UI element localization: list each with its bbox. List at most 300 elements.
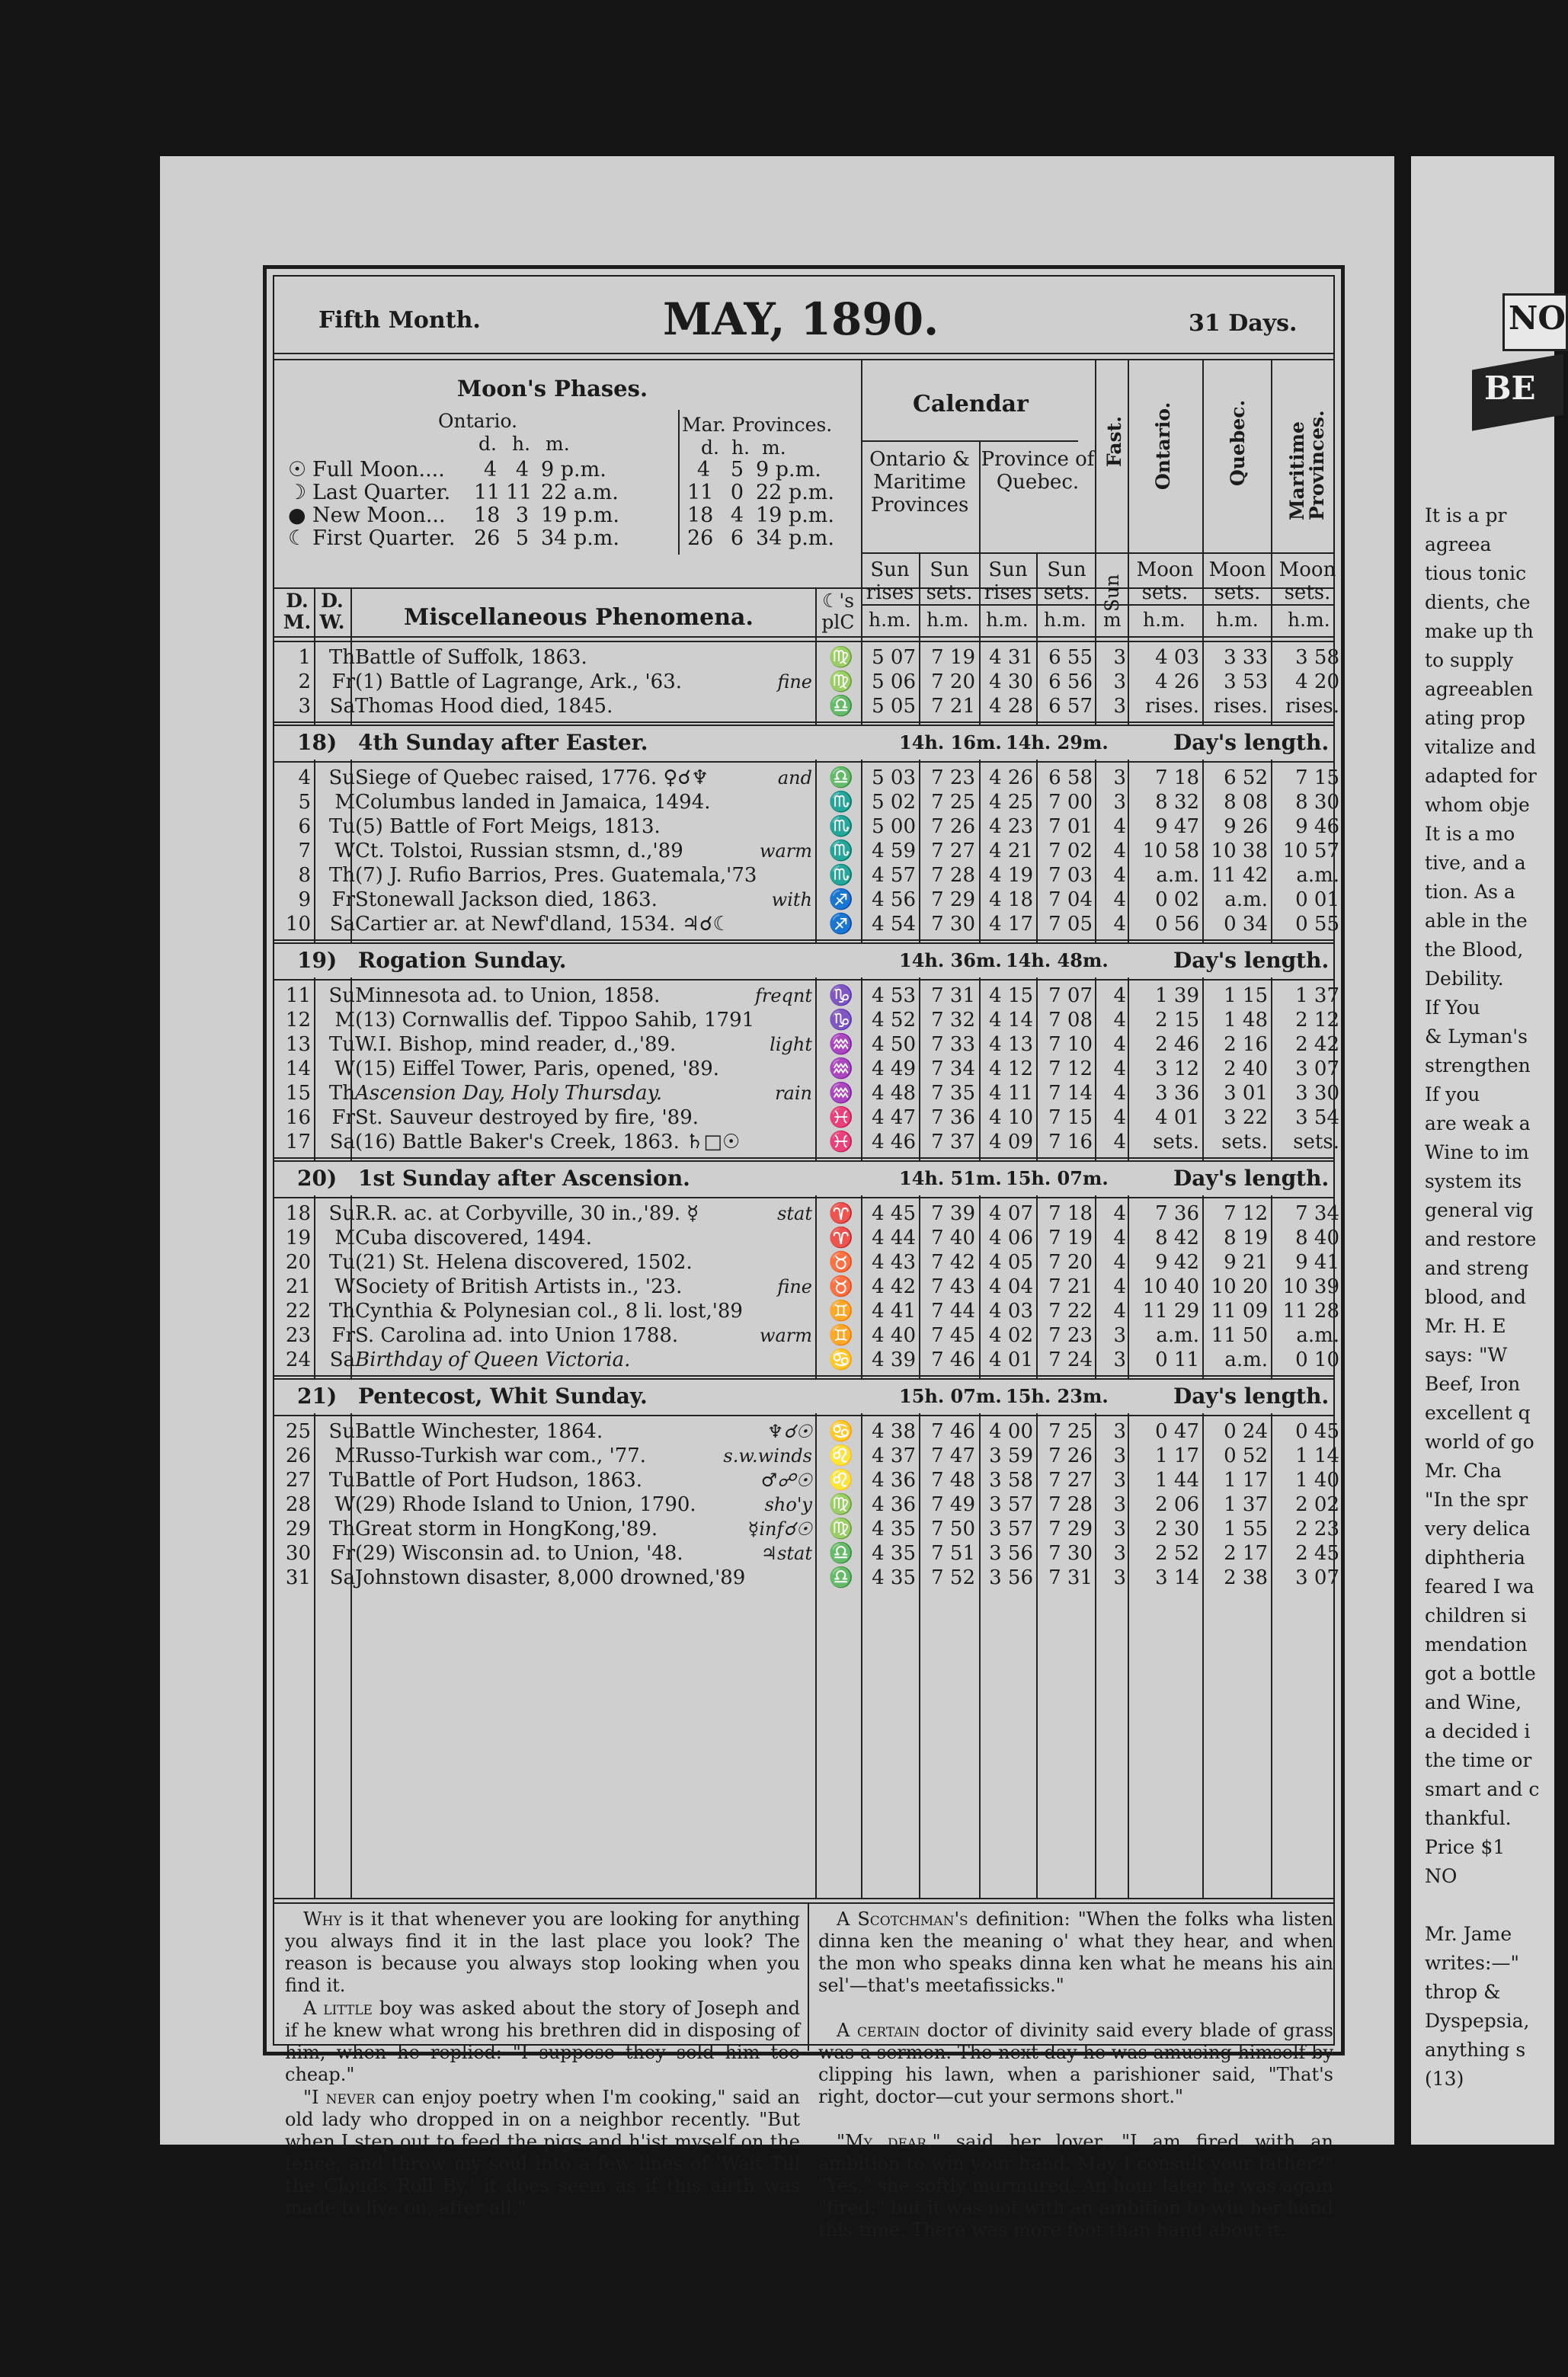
mar-hour: 5 bbox=[730, 458, 744, 481]
cell-ors: 4 36 bbox=[872, 1493, 916, 1516]
cell-qr: 4 07 bbox=[989, 1202, 1033, 1225]
day-of-week: M bbox=[334, 1009, 355, 1032]
col-misc: Miscellaneous Phenomena. bbox=[404, 604, 754, 631]
ontario-hour: 3 bbox=[515, 504, 529, 527]
col-sun-rises-2: Sun rises bbox=[984, 558, 1032, 604]
anecdote-divider bbox=[808, 1902, 809, 2051]
cell-qs: 7 04 bbox=[1048, 888, 1093, 911]
day-of-month: 25 bbox=[285, 1420, 311, 1443]
event-text: W.I. Bishop, mind reader, d.,'89. bbox=[355, 1033, 677, 1056]
right-page-line: the Blood, bbox=[1425, 939, 1524, 961]
sunday-name: 4th Sunday after Easter. bbox=[358, 730, 648, 755]
moon-place: ♏ bbox=[828, 864, 854, 887]
table-bottom-rule bbox=[274, 1898, 1333, 1899]
header-rule-2 bbox=[274, 359, 1333, 360]
mar-hour: 0 bbox=[730, 481, 744, 504]
day-of-month: 22 bbox=[285, 1300, 311, 1323]
cell-on: a.m. bbox=[1156, 864, 1199, 887]
day-of-week: Su bbox=[328, 1202, 355, 1225]
cell-ors: 4 39 bbox=[872, 1348, 916, 1371]
cell-qs: 7 18 bbox=[1048, 1202, 1093, 1225]
right-page-line: able in the bbox=[1425, 910, 1528, 932]
moon-place: ♌ bbox=[828, 1469, 854, 1492]
anecdote-lead: "I never bbox=[303, 2087, 376, 2108]
day-row bbox=[274, 1201, 1339, 1226]
anecdote-lead: A Scotchman's bbox=[837, 1908, 968, 1930]
right-page-line: mendation bbox=[1425, 1633, 1528, 1656]
right-page-line: Mr. Jame bbox=[1425, 1923, 1512, 1945]
day-of-week: Tu bbox=[328, 1469, 355, 1492]
right-page-line: make up th bbox=[1425, 620, 1534, 642]
moon-place: ♍ bbox=[828, 1518, 854, 1540]
cell-on: 11 29 bbox=[1142, 1300, 1199, 1323]
day-of-week: Fr bbox=[331, 888, 355, 911]
moon-place: ♎ bbox=[828, 695, 854, 718]
weather-note: ♂☍☉ bbox=[760, 1470, 812, 1491]
right-page-line: whom obje bbox=[1425, 794, 1530, 816]
weather-note: ♆☌☉ bbox=[766, 1421, 812, 1442]
cell-oss: 7 21 bbox=[931, 695, 975, 718]
cell-on: 4 01 bbox=[1155, 1106, 1199, 1129]
moon-place: ♓ bbox=[828, 1131, 854, 1153]
cell-qr: 4 10 bbox=[989, 1106, 1033, 1129]
hm-label-5: h.m. bbox=[1143, 609, 1186, 631]
cell-on: 3 36 bbox=[1155, 1082, 1199, 1105]
event-text: Cartier ar. at Newf'dland, 1534. ♃☌☾ bbox=[355, 913, 731, 936]
moon-phase-name: Full Moon.... bbox=[312, 458, 445, 481]
cell-qr: 4 12 bbox=[989, 1057, 1033, 1080]
day-of-week: M bbox=[334, 1227, 355, 1249]
anecdote-lead: "My dear," bbox=[837, 2131, 941, 2152]
day-length-ontario: 15h. 07m. bbox=[899, 1385, 1002, 1407]
cell-qr: 4 01 bbox=[989, 1348, 1033, 1371]
cell-f: 4 bbox=[1113, 1275, 1126, 1298]
ontario-day: 26 bbox=[474, 526, 501, 550]
weather-note: with bbox=[771, 889, 812, 910]
moon-place: ♌ bbox=[828, 1444, 854, 1467]
day-of-week: Su bbox=[328, 1420, 355, 1443]
day-of-month: 30 bbox=[285, 1542, 311, 1565]
cell-ors: 4 52 bbox=[872, 1009, 916, 1032]
cell-qr: 4 06 bbox=[989, 1227, 1033, 1249]
moon-phase-icon: ☽ bbox=[288, 481, 307, 504]
cell-on: 1 17 bbox=[1155, 1444, 1199, 1467]
cell-qu: 1 37 bbox=[1224, 1493, 1268, 1516]
day-of-week: Th bbox=[328, 646, 355, 669]
cell-ors: 4 53 bbox=[872, 984, 916, 1007]
cell-oss: 7 32 bbox=[931, 1009, 975, 1032]
cell-qs: 7 26 bbox=[1048, 1444, 1093, 1467]
day-of-week: Sa bbox=[329, 695, 355, 718]
day-of-month: 4 bbox=[298, 766, 311, 789]
ontario-hour: 5 bbox=[515, 526, 529, 550]
cell-qr: 4 14 bbox=[989, 1009, 1033, 1032]
cell-mp: rises. bbox=[1285, 695, 1339, 718]
day-row bbox=[274, 1299, 1339, 1323]
day-of-month: 15 bbox=[285, 1082, 311, 1105]
cell-mp: 1 14 bbox=[1295, 1444, 1339, 1467]
cell-ors: 4 38 bbox=[872, 1420, 916, 1443]
mar-day: 11 bbox=[687, 481, 714, 504]
cell-mp: a.m. bbox=[1296, 1324, 1339, 1347]
day-of-month: 12 bbox=[285, 1009, 311, 1032]
right-page-line: If you bbox=[1425, 1083, 1480, 1105]
moon-place: ♋ bbox=[828, 1348, 854, 1371]
cell-qs: 7 30 bbox=[1048, 1542, 1093, 1565]
sunday-heading bbox=[274, 726, 1333, 760]
event-text: Johnstown disaster, 8,000 drowned,'89 bbox=[355, 1566, 746, 1589]
moon-phases-heading: Moon's Phases. bbox=[457, 376, 648, 401]
mar-time: 22 p.m. bbox=[756, 481, 834, 504]
moon-phase-name: First Quarter. bbox=[312, 526, 456, 550]
cell-oss: 7 35 bbox=[931, 1082, 975, 1105]
right-page-line: says: "W bbox=[1425, 1344, 1508, 1366]
day-of-month: 1 bbox=[298, 646, 311, 669]
cell-qs: 7 23 bbox=[1048, 1324, 1093, 1347]
day-of-week: W bbox=[334, 1493, 355, 1516]
day-of-week: W bbox=[334, 1275, 355, 1298]
cell-ors: 4 47 bbox=[872, 1106, 916, 1129]
col-dm: D. M. bbox=[283, 590, 312, 633]
day-of-month: 2 bbox=[298, 670, 311, 693]
cell-ors: 4 35 bbox=[872, 1518, 916, 1540]
moon-place: ♍ bbox=[828, 1493, 854, 1516]
moon-place: ♒ bbox=[828, 1082, 854, 1105]
right-page-line: Mr. Cha bbox=[1425, 1460, 1502, 1482]
anecdote-right bbox=[818, 2131, 1333, 2241]
event-text: (15) Eiffel Tower, Paris, opened, '89. bbox=[355, 1057, 720, 1080]
day-of-month: 13 bbox=[285, 1033, 311, 1056]
mar-time: 34 p.m. bbox=[756, 526, 834, 550]
right-page-line: Price $1 bbox=[1425, 1836, 1506, 1858]
day-row bbox=[274, 1492, 1339, 1517]
section-rule-bottom bbox=[274, 1415, 1333, 1416]
day-row bbox=[274, 766, 1339, 790]
cell-oss: 7 46 bbox=[931, 1420, 975, 1443]
weather-note: and bbox=[777, 767, 812, 789]
day-length-label: Day's length. bbox=[1173, 730, 1330, 755]
cell-mp: 1 40 bbox=[1295, 1469, 1339, 1492]
cell-qu: 10 38 bbox=[1211, 840, 1268, 862]
day-of-week: Sa bbox=[329, 913, 355, 936]
day-of-month: 7 bbox=[298, 840, 311, 862]
cell-f: 4 bbox=[1113, 840, 1126, 862]
cell-f: 4 bbox=[1113, 1033, 1126, 1056]
day-of-week: M bbox=[334, 1444, 355, 1467]
mar-day: 18 bbox=[687, 504, 714, 527]
right-page-line: and Wine, bbox=[1425, 1691, 1522, 1713]
cell-qs: 7 02 bbox=[1048, 840, 1093, 862]
day-row bbox=[274, 1226, 1339, 1250]
col-dw: D. W. bbox=[319, 590, 345, 633]
cell-mp: 2 02 bbox=[1295, 1493, 1339, 1516]
right-page-line: tive, and a bbox=[1425, 852, 1526, 874]
day-length-ontario: 14h. 16m. bbox=[899, 731, 1002, 753]
right-page-line: excellent q bbox=[1425, 1402, 1531, 1424]
cell-on: 2 30 bbox=[1155, 1518, 1199, 1540]
cell-on: 9 42 bbox=[1155, 1251, 1199, 1274]
week-number: 18) bbox=[297, 730, 338, 755]
cell-mp: 10 39 bbox=[1282, 1275, 1339, 1298]
right-page-line: & Lyman's bbox=[1425, 1025, 1528, 1048]
hm-label-7: h.m. bbox=[1288, 609, 1330, 631]
anecdotes-left bbox=[285, 1908, 800, 2219]
cell-qu: 8 19 bbox=[1224, 1227, 1268, 1249]
cell-qs: 7 07 bbox=[1048, 984, 1093, 1007]
mar-time: 9 p.m. bbox=[756, 458, 821, 481]
sunday-name: Pentecost, Whit Sunday. bbox=[358, 1384, 648, 1409]
ontario-time: 34 p.m. bbox=[541, 526, 619, 550]
right-page-line: ating prop bbox=[1425, 707, 1526, 729]
section-rule-top bbox=[274, 721, 1333, 723]
right-page-line: thankful. bbox=[1425, 1807, 1512, 1829]
cell-mp: 8 40 bbox=[1295, 1227, 1339, 1249]
anecdote-text: definition: "When the folks wha listen dinna ken the meaning o' what they hear, and when the mon who speaks dinna ken what he means his ain sel'—that's meetafissicks." bbox=[818, 1908, 1333, 1996]
cell-oss: 7 44 bbox=[931, 1300, 975, 1323]
page-title: MAY, 1890. bbox=[663, 293, 939, 345]
day-of-week: Sa bbox=[329, 1131, 355, 1153]
cell-ors: 5 00 bbox=[872, 815, 916, 838]
cell-mp: 2 45 bbox=[1295, 1542, 1339, 1565]
cell-qu: 1 48 bbox=[1224, 1009, 1268, 1032]
cell-oss: 7 26 bbox=[931, 815, 975, 838]
cell-f: 3 bbox=[1113, 766, 1126, 789]
header-rule bbox=[274, 353, 1333, 354]
cell-qs: 7 10 bbox=[1048, 1033, 1093, 1056]
cell-f: 4 bbox=[1113, 1009, 1126, 1032]
table-top-rule bbox=[274, 636, 1333, 638]
cell-f: 4 bbox=[1113, 1251, 1126, 1274]
day-row bbox=[274, 1105, 1339, 1130]
cell-qu: 9 26 bbox=[1224, 815, 1268, 838]
cell-f: 4 bbox=[1113, 815, 1126, 838]
cell-qu: 8 08 bbox=[1224, 791, 1268, 814]
m-label: m bbox=[1103, 609, 1122, 631]
cell-f: 4 bbox=[1113, 888, 1126, 911]
cell-mp: 0 55 bbox=[1295, 913, 1339, 936]
day-row bbox=[274, 1275, 1339, 1299]
cell-qr: 4 21 bbox=[989, 840, 1033, 862]
cell-ors: 5 03 bbox=[872, 766, 916, 789]
anecdote-text: said her lover, "I am fired with an ambition to win your hand. May I consult your father?" "Yes," she softly murmured. An hour later he was again "fired;" but it was not with an ambition to win her hand this time. There was more foot than hand about it. bbox=[818, 2131, 1333, 2241]
cell-qs: 7 29 bbox=[1048, 1518, 1093, 1540]
cell-f: 3 bbox=[1113, 670, 1126, 693]
cell-qs: 6 55 bbox=[1048, 646, 1093, 669]
cell-ors: 4 43 bbox=[872, 1251, 916, 1274]
cell-mp: 0 45 bbox=[1295, 1420, 1339, 1443]
cell-qs: 6 58 bbox=[1048, 766, 1093, 789]
day-of-month: 16 bbox=[285, 1106, 311, 1129]
day-of-week: Tu bbox=[328, 815, 355, 838]
cell-qs: 7 12 bbox=[1048, 1057, 1093, 1080]
cell-oss: 7 33 bbox=[931, 1033, 975, 1056]
cell-qu: 11 09 bbox=[1211, 1300, 1268, 1323]
day-of-month: 11 bbox=[285, 984, 311, 1007]
ontario-day: 11 bbox=[474, 481, 501, 504]
hm-rule bbox=[861, 604, 1333, 606]
day-of-month: 31 bbox=[285, 1566, 311, 1589]
cell-mp: 3 07 bbox=[1295, 1057, 1339, 1080]
cell-qu: 1 15 bbox=[1224, 984, 1268, 1007]
cell-on: 4 26 bbox=[1155, 670, 1199, 693]
cell-ors: 4 42 bbox=[872, 1275, 916, 1298]
right-page-line: are weak a bbox=[1425, 1112, 1531, 1134]
cell-qr: 4 17 bbox=[989, 913, 1033, 936]
anecdote-text: doctor of divinity said every blade of grass was a sermon. The next day he was amusing himself by clipping his lawn, when a parishioner said, "That's right, doctor—cut your sermons short." bbox=[818, 2020, 1333, 2107]
cell-qu: 6 52 bbox=[1224, 766, 1268, 789]
moon-place: ♋ bbox=[828, 1420, 854, 1443]
day-row bbox=[274, 1323, 1339, 1348]
mar-day: 26 bbox=[687, 526, 714, 550]
moon-place: ♐ bbox=[828, 888, 854, 911]
day-of-month: 29 bbox=[285, 1518, 311, 1540]
moon-place: ♎ bbox=[828, 1566, 854, 1589]
cell-f: 4 bbox=[1113, 864, 1126, 887]
right-page-line: anything s bbox=[1425, 2039, 1526, 2061]
cell-qr: 3 59 bbox=[989, 1444, 1033, 1467]
weather-note: sho'y bbox=[764, 1494, 812, 1515]
day-row bbox=[274, 888, 1339, 912]
anecdote-lead: A little bbox=[303, 1998, 373, 2019]
cell-qr: 3 58 bbox=[989, 1469, 1033, 1492]
right-page-line: agreea bbox=[1425, 533, 1492, 555]
cell-qs: 7 31 bbox=[1048, 1566, 1093, 1589]
mar-hour: 4 bbox=[730, 504, 744, 527]
weather-note: warm bbox=[759, 840, 812, 862]
right-page-line: NO bbox=[1425, 1865, 1458, 1887]
cell-qs: 7 16 bbox=[1048, 1131, 1093, 1153]
event-text: S. Carolina ad. into Union 1788. bbox=[355, 1324, 679, 1347]
col-moon-sets-3: Moon sets. bbox=[1278, 558, 1336, 604]
cell-oss: 7 23 bbox=[931, 766, 975, 789]
cell-qr: 4 28 bbox=[989, 695, 1033, 718]
cell-qr: 4 13 bbox=[989, 1033, 1033, 1056]
moon-phase-icon: ● bbox=[288, 504, 306, 527]
col-moon-place: ☾'s plC bbox=[821, 590, 855, 633]
section-rule-top bbox=[274, 939, 1333, 941]
weather-note: rain bbox=[775, 1083, 812, 1104]
cell-oss: 7 28 bbox=[931, 864, 975, 887]
cell-qs: 7 01 bbox=[1048, 815, 1093, 838]
cell-oss: 7 25 bbox=[931, 791, 975, 814]
cell-qu: 9 21 bbox=[1224, 1251, 1268, 1274]
day-row bbox=[274, 912, 1339, 936]
cell-f: 3 bbox=[1113, 791, 1126, 814]
cell-qs: 7 24 bbox=[1048, 1348, 1093, 1371]
cal-sub-rule bbox=[861, 440, 1078, 442]
day-of-week: Tu bbox=[328, 1033, 355, 1056]
cell-oss: 7 48 bbox=[931, 1469, 975, 1492]
section-rule-bottom bbox=[274, 979, 1333, 981]
cell-ors: 4 36 bbox=[872, 1469, 916, 1492]
moon-phase-icon: ☾ bbox=[288, 526, 307, 550]
cell-qr: 4 04 bbox=[989, 1275, 1033, 1298]
event-text: Stonewall Jackson died, 1863. bbox=[355, 888, 658, 911]
cell-mp: 2 23 bbox=[1295, 1518, 1339, 1540]
cell-mp: 0 01 bbox=[1295, 888, 1339, 911]
cell-qu: 2 40 bbox=[1224, 1057, 1268, 1080]
cell-oss: 7 42 bbox=[931, 1251, 975, 1274]
cal-upper-rule bbox=[861, 552, 1333, 554]
event-text: (29) Rhode Island to Union, 1790. bbox=[355, 1493, 696, 1516]
sunday-heading bbox=[274, 1162, 1333, 1195]
cell-qr: 4 00 bbox=[989, 1420, 1033, 1443]
cell-oss: 7 46 bbox=[931, 1348, 975, 1371]
moon-place: ♍ bbox=[828, 670, 854, 693]
weather-note: ♃stat bbox=[760, 1543, 812, 1564]
right-page-line: If You bbox=[1425, 997, 1480, 1019]
ontario-day: 4 bbox=[483, 458, 497, 481]
cell-f: 4 bbox=[1113, 1202, 1126, 1225]
cell-mp: 10 57 bbox=[1282, 840, 1339, 862]
day-of-month: 20 bbox=[285, 1251, 311, 1274]
cell-ors: 4 37 bbox=[872, 1444, 916, 1467]
cell-on: 0 02 bbox=[1155, 888, 1199, 911]
col-sun-rises-1: Sun rises bbox=[866, 558, 914, 604]
col-moon-sets-1: Moon sets. bbox=[1136, 558, 1194, 604]
mar-time: 19 p.m. bbox=[756, 504, 834, 527]
day-row bbox=[274, 790, 1339, 814]
cell-qu: 2 16 bbox=[1224, 1033, 1268, 1056]
event-text: Battle of Port Hudson, 1863. bbox=[355, 1469, 643, 1492]
day-of-week: Su bbox=[328, 984, 355, 1007]
cell-mp: 0 10 bbox=[1295, 1348, 1339, 1371]
weather-note: freqnt bbox=[754, 985, 812, 1006]
cell-qs: 7 03 bbox=[1048, 864, 1093, 887]
cell-on: 3 14 bbox=[1155, 1566, 1199, 1589]
right-page-line: tious tonic bbox=[1425, 562, 1527, 584]
right-page-line: got a bottle bbox=[1425, 1662, 1536, 1684]
cell-f: 3 bbox=[1113, 1542, 1126, 1565]
col-moon-sets-2: Moon sets. bbox=[1208, 558, 1266, 604]
cell-oss: 7 30 bbox=[931, 913, 975, 936]
day-length-quebec: 14h. 29m. bbox=[1006, 731, 1109, 753]
cell-mp: 11 28 bbox=[1282, 1300, 1339, 1323]
right-page-line: a decided i bbox=[1425, 1720, 1531, 1742]
day-of-month: 9 bbox=[298, 888, 311, 911]
moon-place: ♒ bbox=[828, 1057, 854, 1080]
day-length-label: Day's length. bbox=[1173, 1384, 1330, 1409]
anecdote-text: boy was asked about the story of Joseph and if he knew what wrong his brethren did in disposing of him, when he replied: "I suppose they sold him too cheap." bbox=[285, 1998, 800, 2085]
cell-qr: 4 23 bbox=[989, 815, 1033, 838]
moon-phase-icon: ☉ bbox=[288, 458, 307, 481]
cell-ors: 4 41 bbox=[872, 1300, 916, 1323]
cell-on: 7 18 bbox=[1155, 766, 1199, 789]
right-page-line: Dyspepsia, bbox=[1425, 2010, 1530, 2032]
cell-mp: 9 41 bbox=[1295, 1251, 1339, 1274]
cell-ors: 5 02 bbox=[872, 791, 916, 814]
cell-qs: 7 27 bbox=[1048, 1469, 1093, 1492]
right-page-line: and streng bbox=[1425, 1257, 1529, 1279]
right-page-line: adapted for bbox=[1425, 765, 1537, 787]
col-sun-sets-1: Sun sets. bbox=[926, 558, 973, 604]
cell-oss: 7 52 bbox=[931, 1566, 975, 1589]
day-length-label: Day's length. bbox=[1173, 1166, 1330, 1191]
cell-qr: 4 31 bbox=[989, 646, 1033, 669]
week-number: 19) bbox=[297, 948, 338, 973]
cell-qr: 3 57 bbox=[989, 1493, 1033, 1516]
event-text: (1) Battle of Lagrange, Ark., '63. bbox=[355, 670, 682, 693]
cell-ors: 5 05 bbox=[872, 695, 916, 718]
cell-qu: a.m. bbox=[1224, 1348, 1268, 1371]
section-rule-top bbox=[274, 1375, 1333, 1377]
col-ontario: Ontario. bbox=[1152, 401, 1174, 490]
day-of-week: M bbox=[334, 791, 355, 814]
cell-ors: 5 06 bbox=[872, 670, 916, 693]
anecdote-text: is it that whenever you are looking for anything you always find it in the last place you look? The reason is because you always stop looking when you find it. bbox=[285, 1908, 800, 1996]
cell-mp: 3 58 bbox=[1295, 646, 1339, 669]
cell-qr: 4 05 bbox=[989, 1251, 1033, 1274]
